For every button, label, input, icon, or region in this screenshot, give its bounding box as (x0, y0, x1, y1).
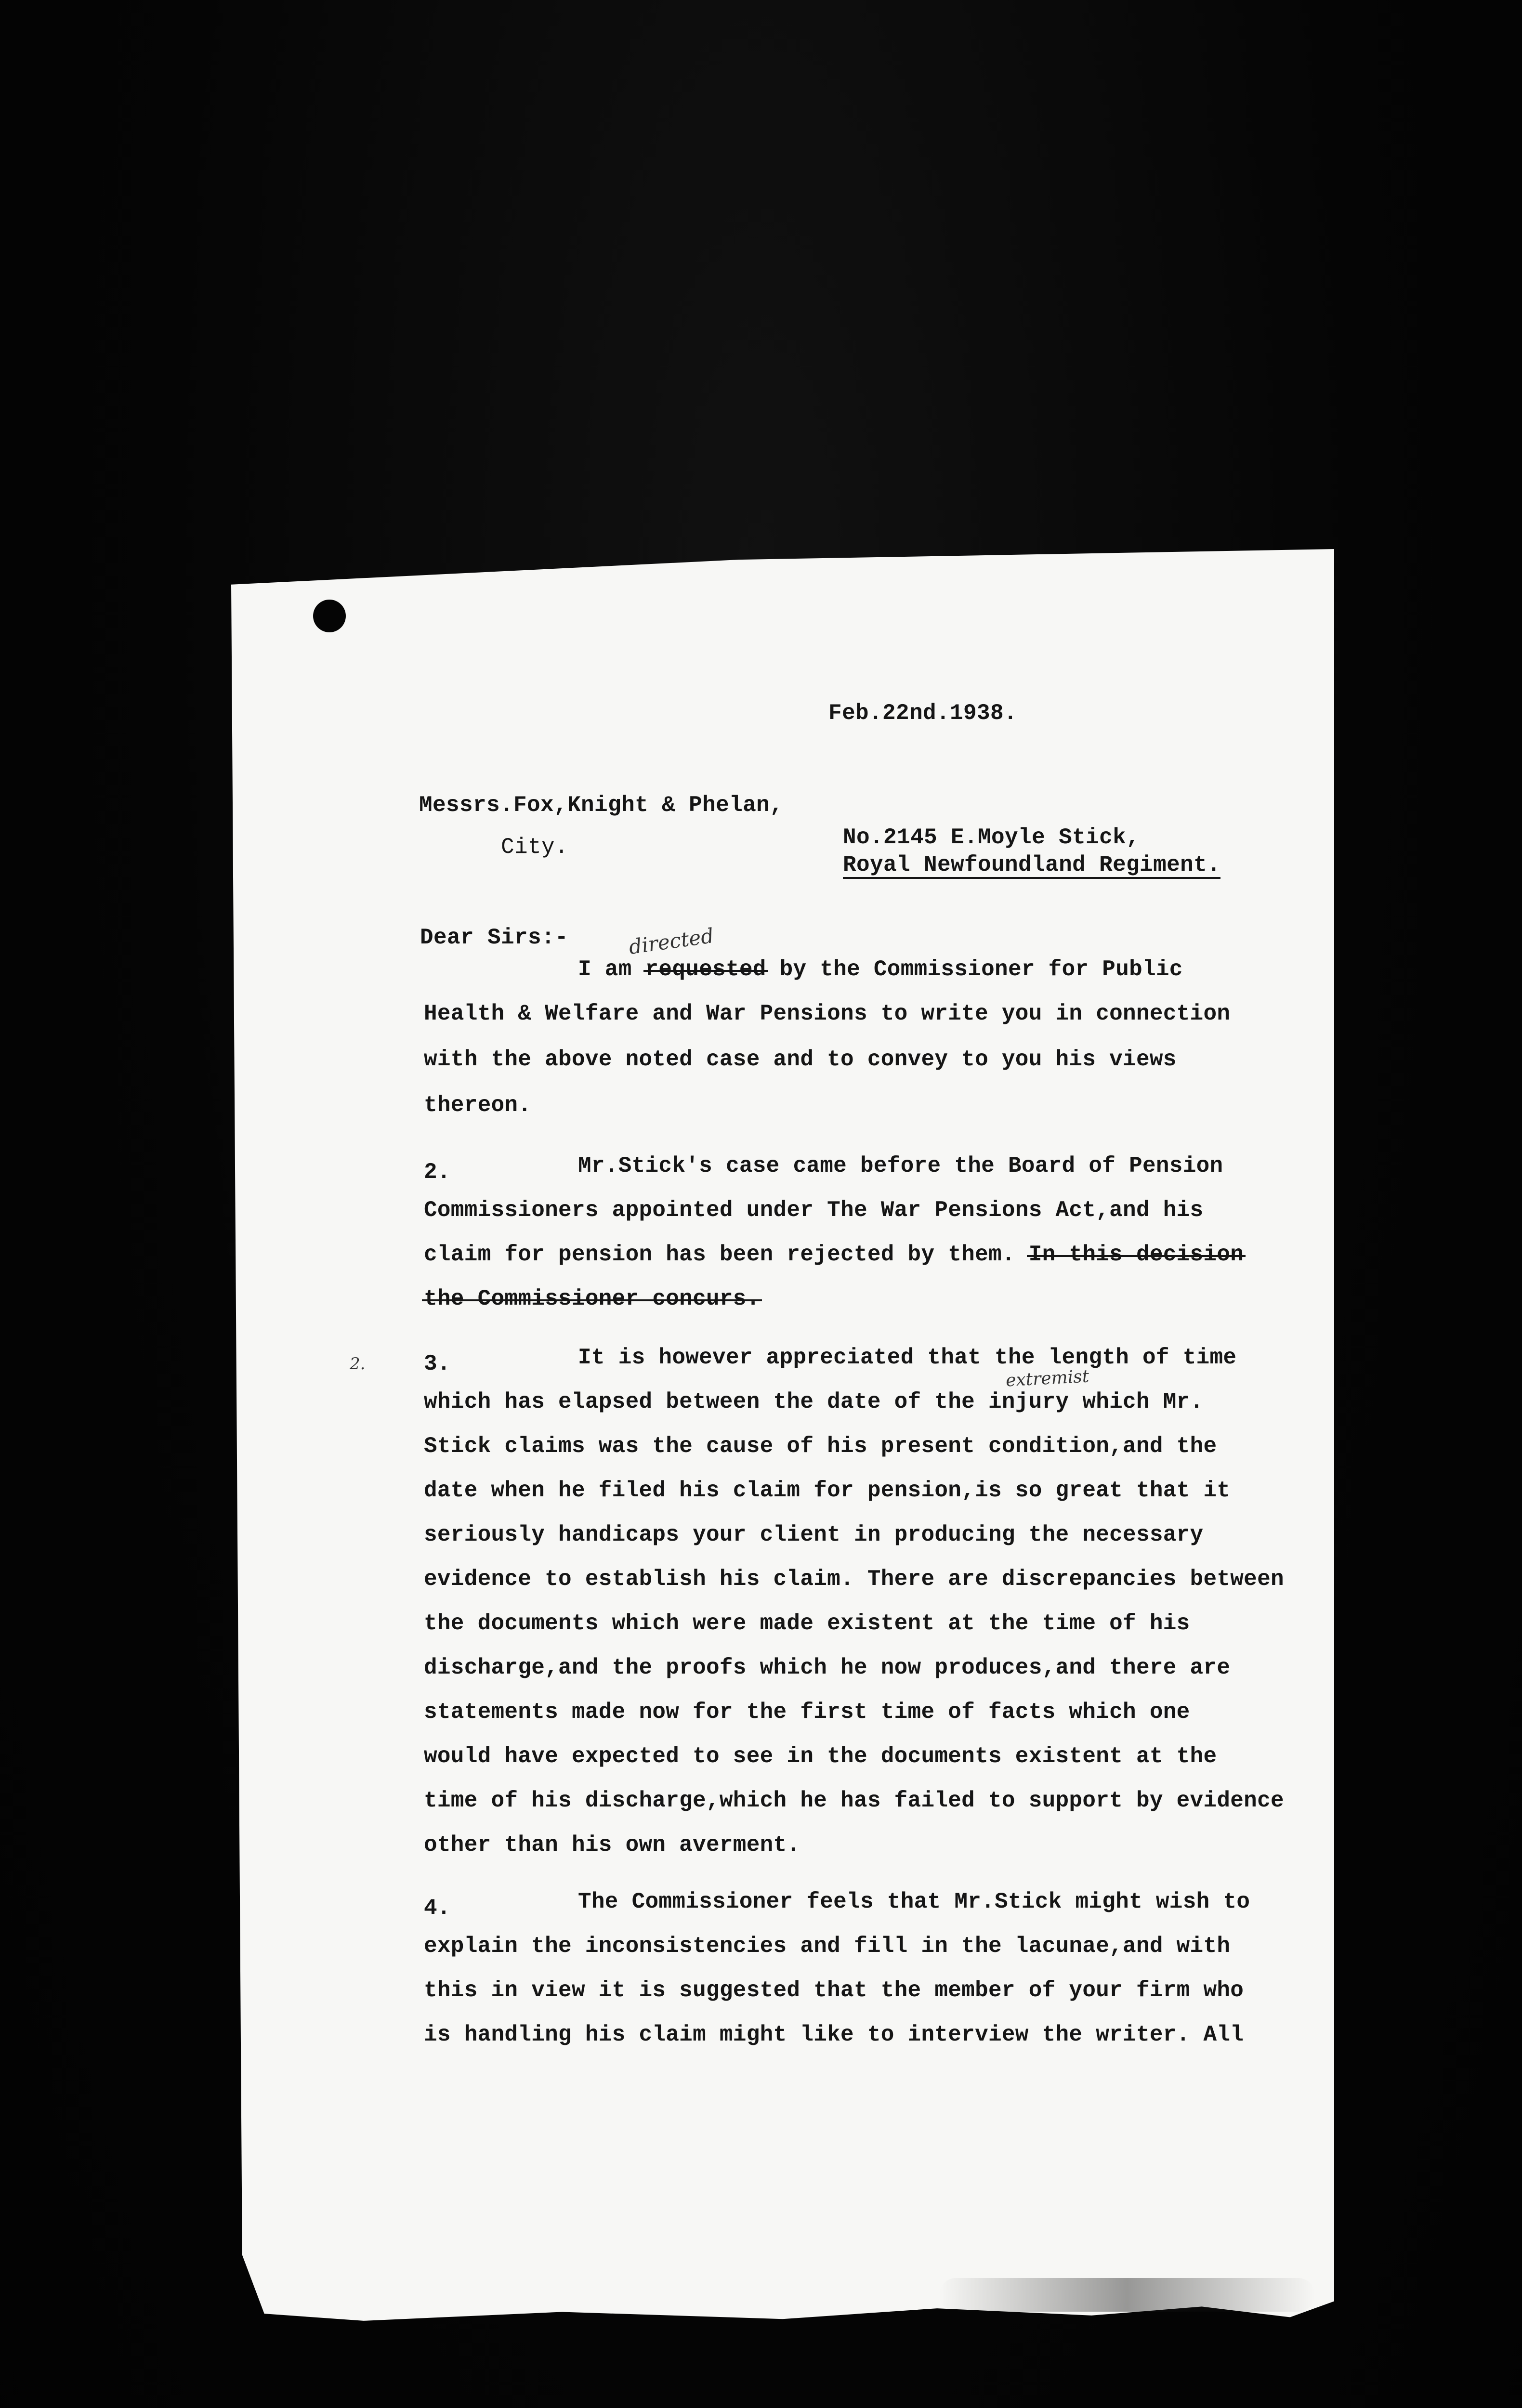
paragraph3-number: 3. (424, 1351, 451, 1376)
paragraph3-line9: statements made now for the first time of facts which one (424, 1700, 1190, 1725)
paragraph3-line4: date when he filed his claim for pension,is so great that it (424, 1478, 1231, 1503)
paragraph4-line4: is handling his claim might like to interview the writer. All (424, 2022, 1244, 2047)
paragraph4-line2: explain the inconsistencies and fill in the lacunae,and with (424, 1934, 1231, 1959)
salutation: Dear Sirs:- (420, 925, 569, 950)
struck-commissioner-concurs: the Commissioner concurs. (424, 1286, 760, 1311)
paragraph2-line3-text: claim for pension has been rejected by them. (424, 1242, 1029, 1267)
paragraph1-before: I am (578, 957, 645, 982)
reference-regiment: Royal Newfoundland Regiment. (843, 854, 1220, 879)
paragraph1-line2: Health & Welfare and War Pensions to write you in connection (424, 1001, 1231, 1026)
recipient-name: Messrs.Fox,Knight & Phelan, (419, 793, 784, 818)
paragraph4-line3: this in view it is suggested that the member of your firm who (424, 1978, 1244, 2003)
paragraph3-line12: other than his own averment. (424, 1832, 800, 1858)
paragraph1-line1 (578, 958, 1183, 981)
paragraph4-number: 4. (424, 1896, 451, 1921)
punch-hole (313, 600, 346, 632)
paragraph3-line7: the documents which were made existent at the time of his (424, 1611, 1190, 1636)
paragraph3-line10: would have expected to see in the documents existent at the (424, 1744, 1217, 1769)
paragraph3-line1: It is however appreciated that the length of time (578, 1345, 1237, 1370)
reference-number: No.2145 E.Moyle Stick, (843, 825, 1140, 850)
handwritten-directed: directed (627, 923, 715, 959)
recipient-city: City. (501, 835, 569, 860)
struck-in-this-decision: In this decision (1028, 1242, 1244, 1267)
paragraph3-line6: evidence to establish his claim. There are discrepancies between (424, 1567, 1284, 1592)
paragraph3-line11: time of his discharge,which he has failed to support by evidence (424, 1788, 1284, 1813)
paragraph1-line3: with the above noted case and to convey to you his views (424, 1047, 1177, 1072)
paragraph2-line1: Mr.Stick's case came before the Board of Pension (578, 1153, 1223, 1178)
paragraph2-number: 2. (424, 1160, 451, 1185)
handwritten-extremist: extremist (1005, 1366, 1090, 1391)
struck-word-requested: requested (645, 957, 766, 982)
paragraph4-line1: The Commissioner feels that Mr.Stick might wish to (578, 1889, 1250, 1914)
paragraph1-line4: thereon. (424, 1093, 532, 1118)
paragraph2-line2: Commissioners appointed under The War Pensions Act,and his (424, 1198, 1204, 1223)
paragraph2-line4 (424, 1288, 760, 1310)
paragraph3-line5: seriously handicaps your client in producing the necessary (424, 1522, 1204, 1547)
paragraph1-after: by the Commissioner for Public (766, 957, 1183, 982)
paragraph3-line2: which has elapsed between the date of the injury which Mr. (424, 1389, 1204, 1414)
paragraph2-line3 (424, 1243, 1244, 1266)
page-edge-smudge (939, 2278, 1315, 2312)
paragraph3-line3: Stick claims was the cause of his present condition,and the (424, 1434, 1217, 1459)
document-date: Feb.22nd.1938. (828, 701, 1018, 726)
margin-mark: 2. (350, 1354, 366, 1374)
paragraph3-line8: discharge,and the proofs which he now produces,and there are (424, 1655, 1231, 1680)
